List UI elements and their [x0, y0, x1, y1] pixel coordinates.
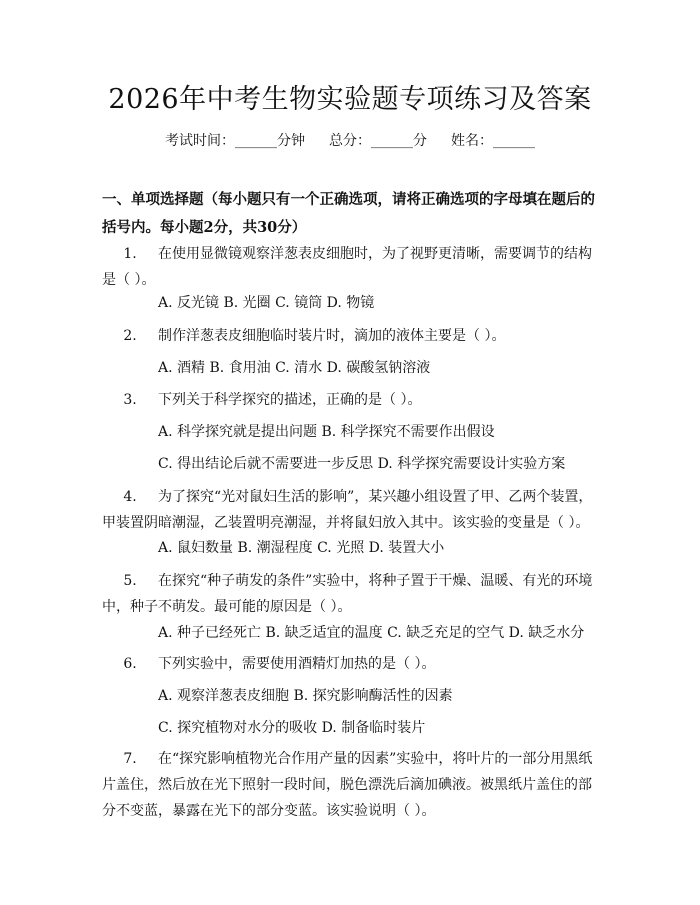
question-1 — [102, 241, 602, 293]
question-stem: 下列关于科学探究的描述，正确的是（ ）。 — [158, 392, 422, 408]
exam-time-field: 考试时间：______分钟 — [165, 133, 305, 149]
question-stem: 在使用显微镜观察洋葱表皮细胞时，为了视野更清晰，需要调节的结构是（ ）。 — [102, 246, 592, 288]
question-stem: 制作洋葱表皮细胞临时装片时，滴加的液体主要是（ ）。 — [158, 328, 506, 344]
question-stem: 下列实验中，需要使用酒精灯加热的是（ ）。 — [158, 656, 436, 672]
question-6-options-line-2: C. 探究植物对水分的吸收 D. 制备临时装片 — [158, 720, 426, 736]
question-number: 1. — [123, 246, 137, 262]
question-3-options-line-1: A. 科学探究就是提出问题 B. 科学探究不需要作出假设 — [158, 424, 495, 440]
question-2-options: A. 酒精 B. 食用油 C. 清水 D. 碳酸氢钠溶液 — [158, 360, 431, 376]
question-4 — [102, 484, 602, 536]
student-name-field: 姓名：______ — [451, 133, 535, 149]
question-3-options-line-2: C. 得出结论后就不需要进一步反思 D. 科学探究需要设计实验方案 — [158, 456, 566, 472]
question-number: 2. — [123, 328, 137, 344]
total-score-field: 总分：______分 — [329, 133, 427, 149]
question-5 — [102, 568, 602, 620]
question-number: 4. — [123, 489, 137, 505]
section-heading-single-choice: 一、单项选择题（每小题只有一个正确选项，请将正确选项的字母填在题后的括号内。每小题2分，共30分） — [102, 191, 595, 236]
question-5-options: A. 种子已经死亡 B. 缺乏适宜的温度 C. 缺乏充足的空气 D. 缺乏水分 — [158, 625, 585, 641]
question-3 — [102, 387, 602, 413]
question-stem: 为了探究“光对鼠妇生活的影响”，某兴趣小组设置了甲、乙两个装置，甲装置阴暗潮湿，乙装置明亮潮湿，并将鼠妇放入其中。该实验的变量是（ ）。 — [102, 489, 593, 531]
question-stem: 在“探究影响植物光合作用产量的因素”实验中，将叶片的一部分用黑纸片盖住，然后放在光下照射一段时间，脱色漂洗后滴加碘液。被黑纸片盖住的部分不变蓝，暴露在光下的部分变蓝。该实验说明（ ）。 — [102, 751, 593, 819]
question-2 — [102, 323, 602, 349]
exam-meta — [0, 130, 700, 152]
question-number: 5. — [123, 573, 137, 589]
question-number: 7. — [123, 751, 137, 767]
question-number: 3. — [123, 392, 137, 408]
question-4-options: A. 鼠妇数量 B. 潮湿程度 C. 光照 D. 装置大小 — [158, 540, 445, 556]
question-7 — [102, 746, 602, 824]
question-stem: 在探究“种子萌发的条件”实验中，将种子置于干燥、温暖、有光的环境中，种子不萌发。最可能的原因是（ ）。 — [102, 573, 593, 615]
question-1-options: A. 反光镜 B. 光圈 C. 镜筒 D. 物镜 — [158, 295, 375, 311]
question-6-options-line-1: A. 观察洋葱表皮细胞 B. 探究影响酶活性的因素 — [158, 688, 453, 704]
question-6 — [102, 651, 602, 677]
page-title: 2026年中考生物实验题专项练习及答案 — [108, 84, 592, 115]
question-number: 6. — [123, 656, 137, 672]
